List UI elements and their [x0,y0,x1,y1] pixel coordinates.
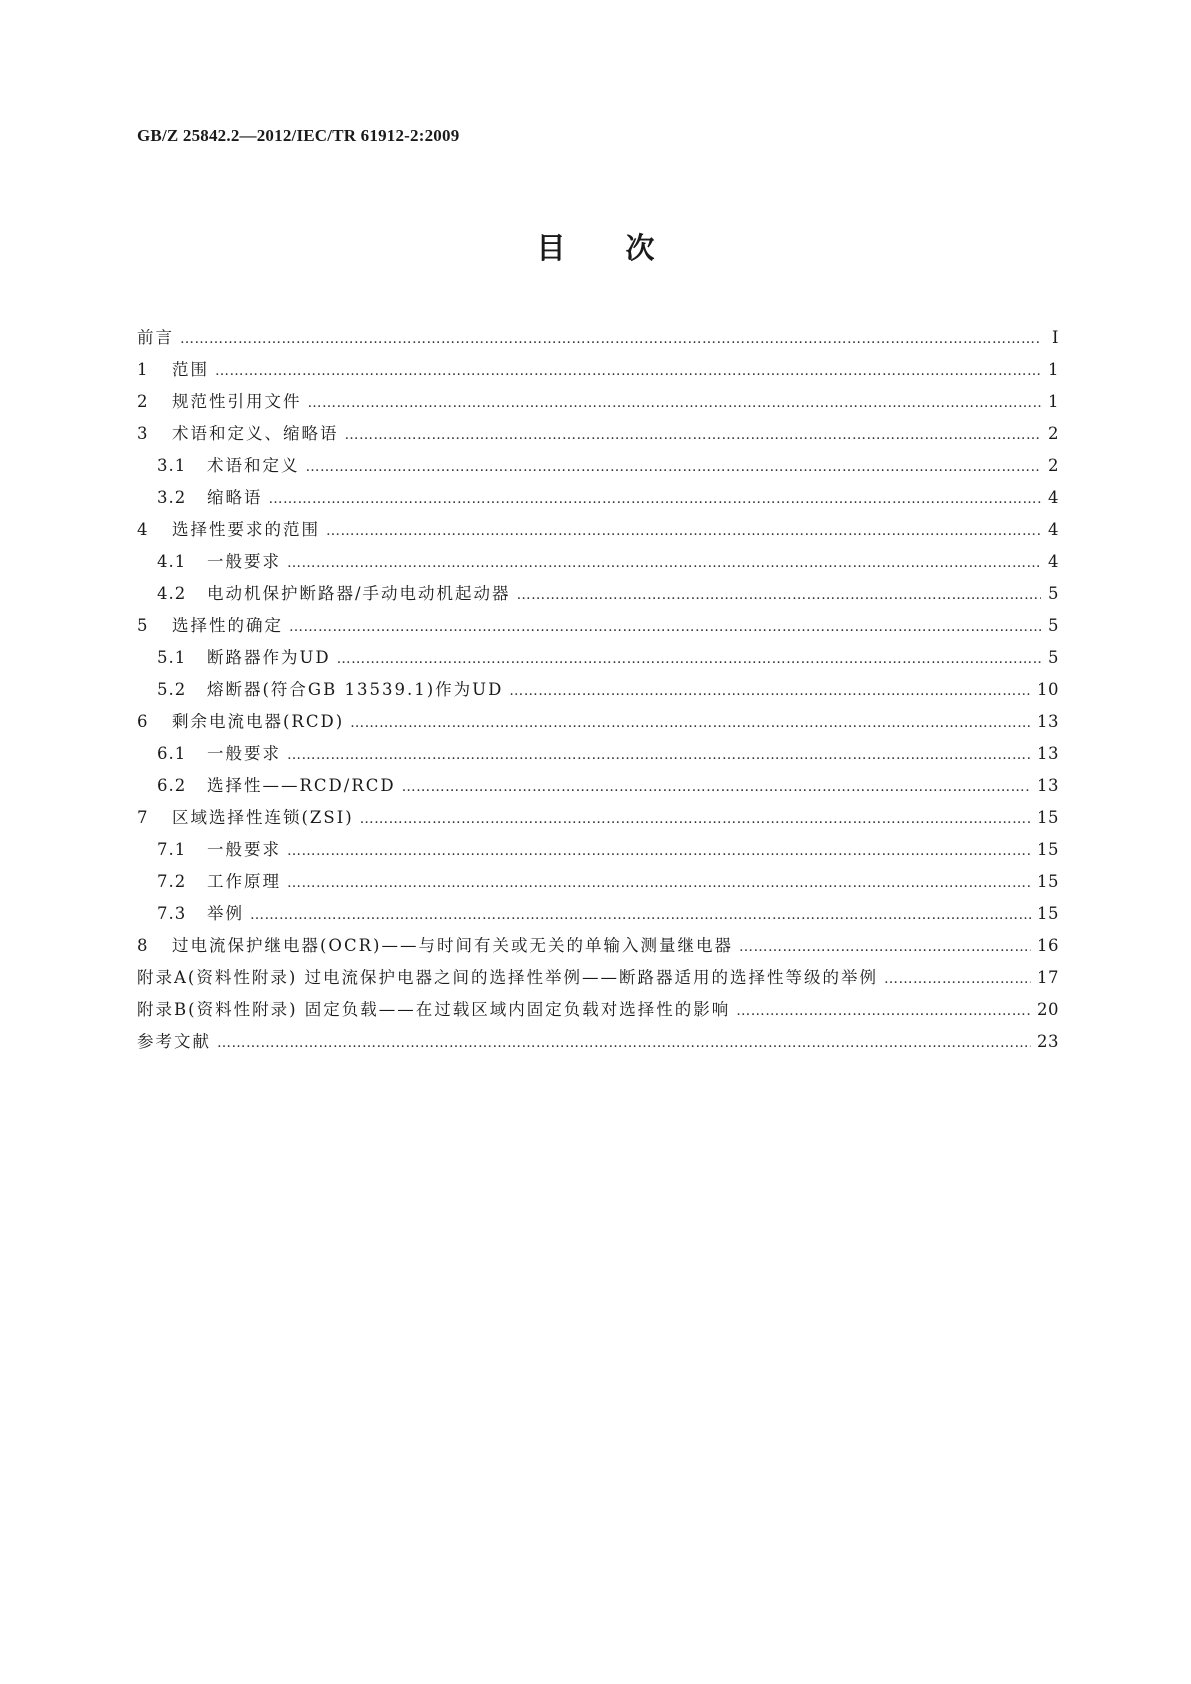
toc-entry-number: 7.2 [157,872,187,891]
toc-entry-page-number: 5 [1048,616,1059,635]
toc-entry-leader-dots [509,683,1031,699]
toc-entry-label: 区域选择性连锁(ZSI) [172,808,354,827]
toc-entry-label: 术语和定义、缩略语 [172,424,339,443]
toc-entry[interactable] [137,324,1059,356]
toc-entry-leader-dots [360,811,1031,827]
toc-entry-label: 参考文献 [137,1032,211,1051]
toc-entry-leader-dots [287,747,1031,763]
toc-entry-label: 术语和定义 [207,456,300,475]
toc-entry-number: 1 [137,360,149,379]
toc-entry-leader-dots [215,363,1041,379]
toc-entry[interactable] [137,836,1059,868]
toc-entry-number: 3 [137,424,149,443]
toc-entry-label: 范围 [172,360,209,379]
toc-entry[interactable] [137,676,1059,708]
toc-entry[interactable] [137,580,1059,612]
toc-entry-label: 附录B(资料性附录) 固定负载——在过载区域内固定负载对选择性的影响 [137,1000,731,1019]
toc-entry-leader-dots [884,971,1031,987]
toc-entry[interactable] [137,964,1059,996]
toc-entry-leader-dots [517,587,1041,603]
toc-entry[interactable] [137,420,1059,452]
toc-entry-page-number: 2 [1048,424,1059,443]
toc-entry[interactable] [137,548,1059,580]
toc-entry-label: 剩余电流电器(RCD) [172,712,345,731]
toc-entry-number: 7.3 [157,904,187,923]
toc-entry-label: 电动机保护断路器/手动电动机起动器 [207,584,511,603]
toc-entry-number: 4 [137,520,149,539]
toc-entry-leader-dots [308,395,1042,411]
toc-entry-label: 熔断器(符合GB 13539.1)作为UD [207,680,504,699]
toc-entry-leader-dots [289,619,1041,635]
toc-entry-leader-dots [345,427,1042,443]
standard-number-header: GB/Z 25842.2—2012/IEC/TR 61912-2:2009 [137,126,460,145]
toc-entry[interactable] [137,996,1059,1028]
toc-entry-label: 断路器作为UD [207,648,331,667]
toc-entry[interactable] [137,644,1059,676]
toc-entry-label: 规范性引用文件 [172,392,302,411]
toc-entry-number: 6 [137,712,149,731]
toc-entry-page-number: 1 [1048,360,1059,379]
toc-entry-leader-dots [326,523,1041,539]
toc-entry-label: 缩略语 [207,488,263,507]
toc-entry[interactable] [137,388,1059,420]
toc-entry-page-number: 16 [1037,936,1059,955]
toc-entry-leader-dots [402,779,1031,795]
toc-entry-leader-dots [736,1003,1031,1019]
toc-entry-page-number: 13 [1037,712,1059,731]
toc-entry-leader-dots [337,651,1041,667]
toc-entry-number: 5.2 [157,680,187,699]
toc-entry-leader-dots [287,555,1041,571]
toc-entry[interactable] [137,772,1059,804]
toc-title: 目次 [536,231,715,265]
toc-entry-label: 一般要求 [207,840,281,859]
toc-entry-leader-dots [269,491,1042,507]
toc-entry-page-number: 15 [1037,904,1059,923]
toc-entry-number: 8 [137,936,149,955]
toc-entry-page-number: 15 [1037,872,1059,891]
toc-entry[interactable] [137,900,1059,932]
toc-entry-number: 7.1 [157,840,187,859]
toc-entry-number: 2 [137,392,149,411]
toc-entry[interactable] [137,708,1059,740]
toc-entry-leader-dots [287,875,1031,891]
toc-entry-leader-dots [287,843,1031,859]
toc-entry-leader-dots [739,939,1031,955]
toc-entry[interactable] [137,516,1059,548]
toc-entry-number: 7 [137,808,149,827]
toc-entry-label: 选择性的确定 [172,616,283,635]
toc-entry-page-number: 23 [1037,1032,1059,1051]
toc-entry-label: 一般要求 [207,552,281,571]
toc-entry[interactable] [137,868,1059,900]
toc-entry-page-number: 4 [1048,520,1059,539]
toc-entry[interactable] [137,804,1059,836]
toc-entry-number: 3.2 [157,488,187,507]
toc-entry-page-number: 10 [1037,680,1059,699]
toc-entry-label: 工作原理 [207,872,281,891]
toc-entry[interactable] [137,484,1059,516]
toc-entry-page-number: 13 [1037,776,1059,795]
toc-entry-leader-dots [250,907,1031,923]
toc-entry-leader-dots [180,331,1041,347]
toc-entry-number: 6.1 [157,744,187,763]
toc-entry-leader-dots [217,1035,1031,1051]
toc-entry-leader-dots [350,715,1031,731]
toc-entry-page-number: 5 [1048,648,1059,667]
toc-entry-page-number: 13 [1037,744,1059,763]
toc-entry-label: 选择性要求的范围 [172,520,320,539]
table-of-contents [137,324,1059,1060]
toc-entry-label: 前言 [137,328,174,347]
toc-entry-number: 6.2 [157,776,187,795]
toc-entry-label: 举例 [207,904,244,923]
toc-entry-page-number: 2 [1048,456,1059,475]
toc-entry[interactable] [137,452,1059,484]
toc-entry-page-number: 4 [1048,488,1059,507]
toc-entry[interactable] [137,1028,1059,1060]
toc-entry-page-number: 4 [1048,552,1059,571]
toc-entry-label: 一般要求 [207,744,281,763]
toc-entry[interactable] [137,932,1059,964]
toc-entry-page-number: 5 [1048,584,1059,603]
toc-entry-label: 过电流保护继电器(OCR)——与时间有关或无关的单输入测量继电器 [172,936,733,955]
toc-entry-number: 4.1 [157,552,187,571]
toc-entry-number: 5 [137,616,149,635]
toc-entry-leader-dots [306,459,1042,475]
toc-entry-page-number: 17 [1037,968,1059,987]
toc-entry[interactable] [137,612,1059,644]
toc-entry-label: 选择性——RCD/RCD [207,776,396,795]
toc-entry-page-number: 1 [1048,392,1059,411]
toc-entry-number: 3.1 [157,456,187,475]
toc-entry-label: 附录A(资料性附录) 过电流保护电器之间的选择性举例——断路器适用的选择性等级的举例 [137,968,879,987]
toc-entry[interactable] [137,356,1059,388]
toc-entry-page-number: 15 [1037,840,1059,859]
toc-entry-page-number: Ⅰ [1051,328,1059,347]
toc-entry-page-number: 15 [1037,808,1059,827]
toc-entry-number: 4.2 [157,584,187,603]
toc-entry-number: 5.1 [157,648,187,667]
toc-entry-page-number: 20 [1037,1000,1059,1019]
toc-entry[interactable] [137,740,1059,772]
